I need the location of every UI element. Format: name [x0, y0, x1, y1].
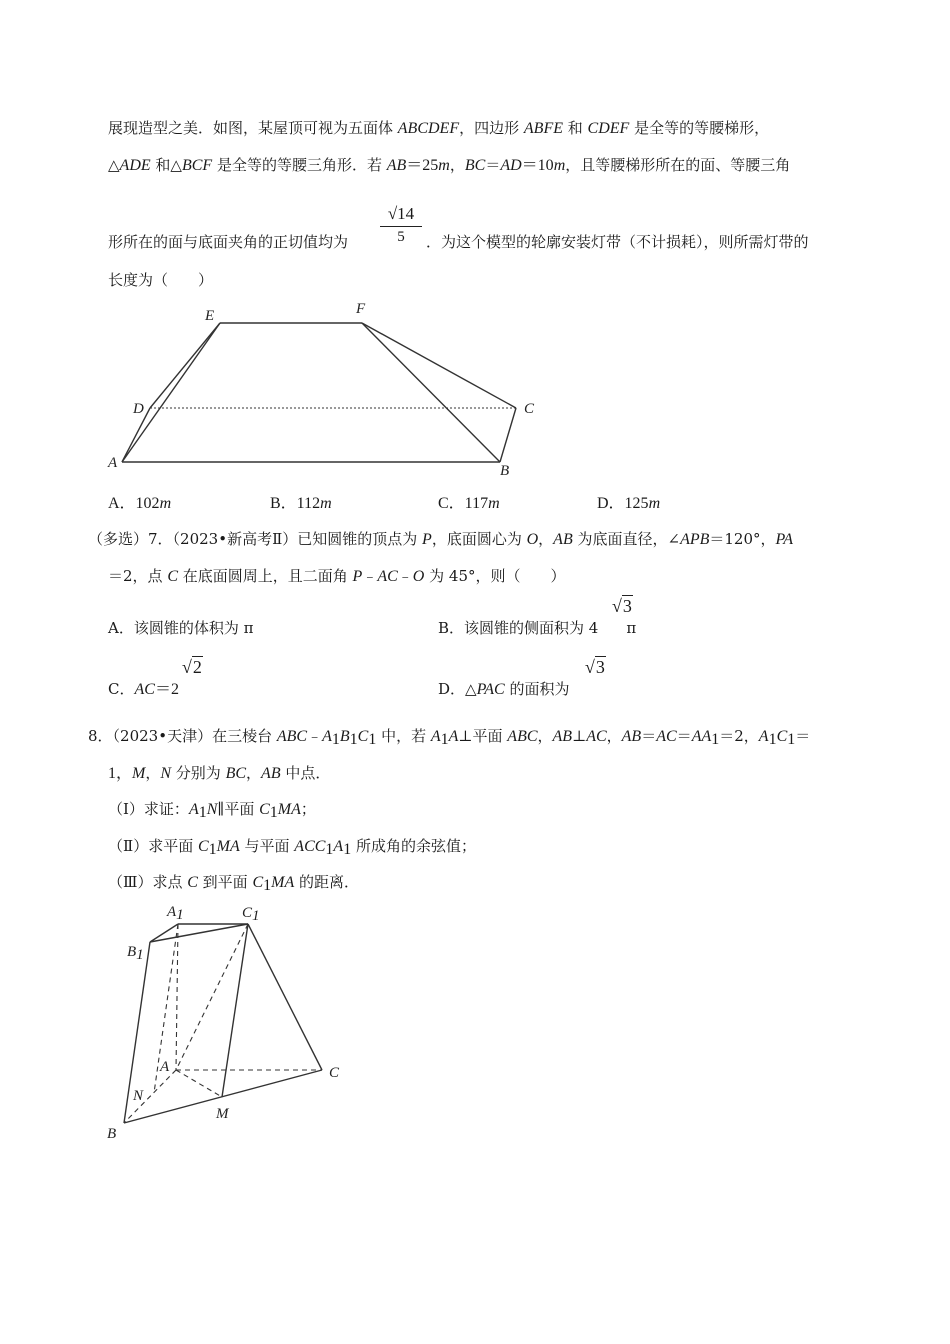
q6-line-3b: ．为这个模型的轮廓安装灯带（不计损耗），则所需灯带的: [426, 233, 809, 251]
roof-figure: [0, 290, 560, 490]
q6-option-d: D．125m: [597, 495, 661, 512]
q8-part-1: （Ⅰ）求证：$A_1N\parallel$平面 $C_1MA$；: [108, 800, 316, 821]
q7-option-b-sqrt: √3: [612, 596, 632, 616]
label-b1: B1: [127, 944, 144, 963]
frustum-figure: [0, 895, 360, 1145]
label-a: A: [108, 455, 118, 471]
q7-option-a: A．该圆锥的体积为 π: [108, 619, 254, 637]
q7-option-b: B．该圆锥的侧面积为 4 π: [438, 619, 637, 637]
label-b: B: [500, 463, 510, 479]
q7-option-c-sqrt: √2: [182, 657, 202, 677]
q6-line-2: △ADE 和△BCF 是全等的等腰三角形．若 AB＝25m，BC＝AD＝10m，且等腰梯形所在的面、等腰三角: [108, 156, 791, 174]
q6-option-b: B．112m: [270, 495, 332, 512]
q6-line-4: 长度为（ ）: [108, 271, 214, 289]
label-a1: A1: [167, 904, 184, 923]
label-b: B: [107, 1126, 117, 1142]
q8-line-2: 1，M，N 分别为 BC，AB 中点．: [108, 764, 331, 782]
q8-part-2: （Ⅱ）求平面 $C_1MA$ 与平面 $ACC_1A_1$ 所成角的余弦值；: [108, 837, 476, 858]
edge-a-m-hidden: [176, 1070, 222, 1097]
label-d: D: [133, 401, 144, 417]
label-a: A: [160, 1059, 170, 1075]
edge-ae: [122, 323, 220, 462]
edge-a-b-hidden: [124, 1070, 176, 1123]
label-c: C: [329, 1065, 340, 1081]
edge-a1-a-hidden: [176, 924, 178, 1070]
q6-option-c: C．117m: [438, 495, 500, 512]
edge-fc: [362, 323, 516, 408]
q7-line-1: （多选）7．（2023•新高考Ⅱ）已知圆锥的顶点为 P，底面圆心为 O，AB 为底面直径，∠APB＝120°，PA: [88, 530, 794, 548]
edge-cb: [500, 408, 516, 462]
q6-option-a: A．102m: [108, 495, 172, 512]
q8-part-3: （Ⅲ）求点 C 到平面 $C_1MA$ 的距离．: [108, 873, 360, 894]
q7-line-2: ＝2，点 C 在底面圆周上，且二面角 P﹣AC﹣O 为 45°，则（ ）: [108, 567, 566, 585]
fraction-numerator: 14: [397, 204, 415, 223]
label-n: N: [133, 1088, 144, 1104]
q7-option-d-sqrt: √3: [585, 657, 605, 677]
label-c1: C1: [242, 905, 260, 924]
q7-option-d: D．△PAC 的面积为: [438, 680, 570, 698]
label-m: M: [216, 1106, 229, 1122]
tangent-fraction: √14 5: [380, 204, 422, 246]
label-f: F: [356, 301, 366, 317]
q8-line-1: 8．（2023•天津）在三棱台 $ABC﹣A_1B_1C_1$ 中，若 $A_1A\perp$平面 ABC，AB⊥AC，$AB=AC=AA_1=2$，$A_1C_1=$: [88, 727, 811, 748]
edge-c1-c: [248, 924, 322, 1070]
edge-de: [150, 323, 220, 408]
edge-fb: [362, 323, 500, 462]
label-c: C: [524, 401, 535, 417]
q6-line-3a: 形所在的面与底面夹角的正切值均为: [108, 233, 349, 251]
fraction-denominator: 5: [397, 229, 405, 245]
label-e: E: [205, 308, 215, 324]
q7-option-c: C．AC＝2: [108, 680, 179, 698]
q6-line-1: 展现造型之美．如图，某屋顶可视为五面体 ABCDEF，四边形 ABFE 和 CDEF 是全等的等腰梯形，: [108, 119, 770, 137]
